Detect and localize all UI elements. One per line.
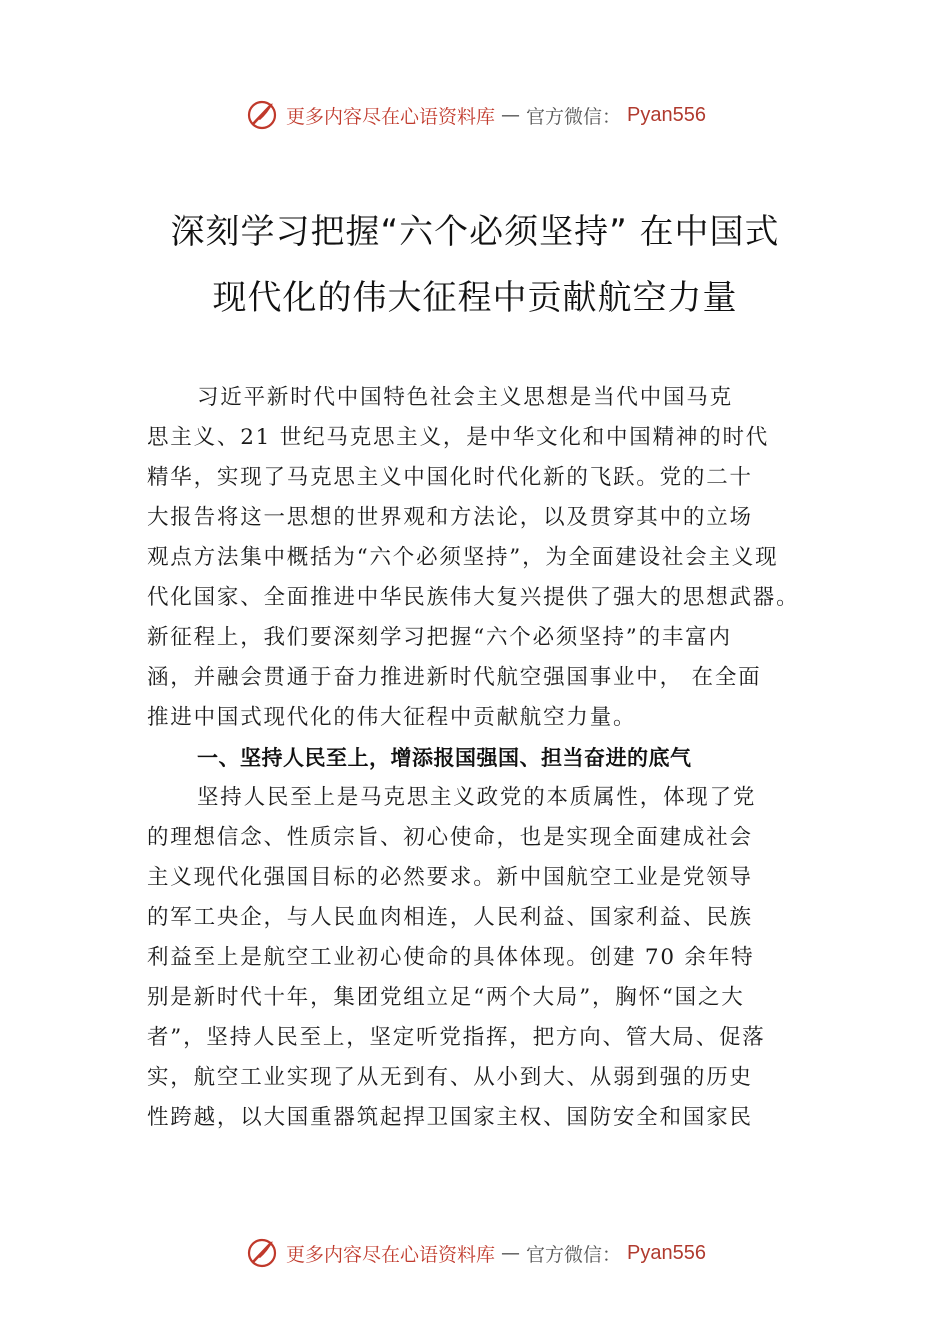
watermark-wechat-label: 官方微信：: [526, 1243, 622, 1266]
footer-watermark: [0, 1233, 950, 1273]
text-line: 推进中国式现代化的伟大征程中贡献航空力量。: [147, 705, 637, 730]
paragraph-section-1: [147, 778, 807, 1138]
text-line: 习近平新时代中国特色社会主义思想是当代中国马克: [197, 385, 733, 410]
quill-pen-icon: [244, 1235, 280, 1271]
document-title-line-2: 现代化的伟大征程中贡献航空力量: [212, 278, 738, 318]
text-line: 的军工央企，与人民血肉相连，人民利益、国家利益、民族: [147, 905, 753, 930]
watermark-brand-text: 更多内容尽在心语资料库: [286, 1243, 496, 1266]
text-line: 涵，并融会贯通于奋力推进新时代航空强国事业中， 在全面: [147, 665, 762, 690]
watermark-wechat-id: Pyan556: [627, 1241, 706, 1264]
watermark-separator: —: [501, 104, 521, 126]
text-line: 新征程上，我们要深刻学习把握“六个必须坚持”的丰富内: [147, 625, 732, 650]
watermark-wechat-id: Pyan556: [627, 103, 706, 126]
document-body: [147, 378, 807, 1138]
text-line: 者”，坚持人民至上，坚定听党指挥，把方向、管大局、促落: [147, 1025, 766, 1050]
text-line: 主义现代化强国目标的必然要求。新中国航空工业是党领导: [147, 865, 753, 890]
text-line: 实，航空工业实现了从无到有、从小到大、从弱到强的历史: [147, 1065, 753, 1090]
text-line: 观点方法集中概括为“六个必须坚持”，为全面建设社会主义现: [147, 545, 779, 570]
text-line: 性跨越，以大国重器筑起捍卫国家主权、国防安全和国家民: [147, 1105, 753, 1130]
text-line: 坚持人民至上是马克思主义政党的本质属性，体现了党: [197, 785, 757, 810]
document-title-line-1: 深刻学习把握“六个必须坚持” 在中国式: [170, 212, 780, 252]
text-line: 利益至上是航空工业初心使命的具体体现。创建 70 余年特: [147, 945, 755, 970]
text-line: 代化国家、全面推进中华民族伟大复兴提供了强大的思想武器。: [147, 585, 800, 610]
text-line: 别是新时代十年，集团党组立足“两个大局”，胸怀“国之大: [147, 985, 745, 1010]
quill-pen-icon: [244, 97, 280, 133]
header-watermark: [0, 95, 950, 135]
paragraph-intro: [147, 378, 807, 738]
section-heading-1: 一、坚持人民至上，增添报国强国、担当奋进的底气: [197, 746, 692, 770]
text-line: 思主义、21 世纪马克思主义，是中华文化和中国精神的时代: [147, 425, 770, 450]
watermark-brand-text: 更多内容尽在心语资料库: [286, 105, 496, 128]
watermark-wechat-label: 官方微信：: [526, 105, 622, 128]
watermark-separator: —: [501, 1242, 521, 1264]
text-line: 精华，实现了马克思主义中国化时代化新的飞跃。党的二十: [147, 465, 753, 490]
text-line: 大报告将这一思想的世界观和方法论，以及贯穿其中的立场: [147, 505, 753, 530]
text-line: 的理想信念、性质宗旨、初心使命，也是实现全面建成社会: [147, 825, 753, 850]
